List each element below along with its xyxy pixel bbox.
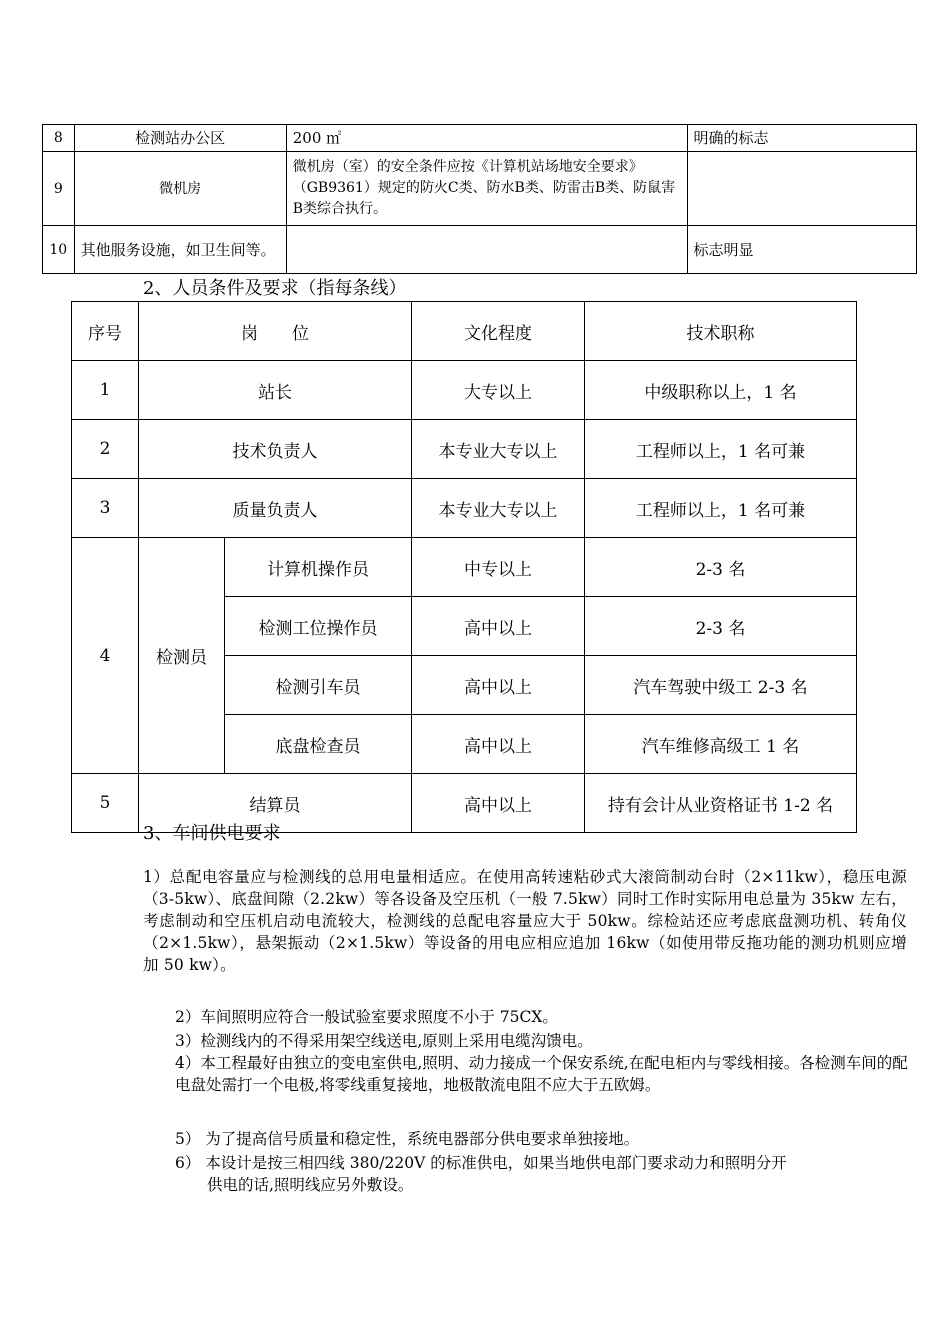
table-row [72, 420, 857, 479]
power-item-6-line-2: 供电的话,照明线应另外敷设。 [207, 1176, 414, 1194]
table-row [43, 226, 917, 274]
facility-requirement: 200 ㎡ [286, 125, 687, 152]
education-level: 高中以上 [412, 597, 585, 656]
education-level: 本专业大专以上 [412, 420, 585, 479]
facility-name: 其他服务设施，如卫生间等。 [74, 226, 286, 274]
power-item-2: 2）车间照明应符合一般试验室要求照度不小于 75CX。 [175, 1008, 558, 1026]
post-name: 结算员 [139, 774, 412, 833]
post-name: 检测引车员 [225, 656, 412, 715]
technical-title: 中级职称以上，1 名 [585, 361, 857, 420]
post-name: 质量负责人 [139, 479, 412, 538]
header-education: 文化程度 [412, 302, 585, 361]
section-heading-power: 3、车间供电要求 [143, 823, 281, 844]
facility-name: 检测站办公区 [74, 125, 286, 152]
table-header-row [72, 302, 857, 361]
power-item-5: 5） 为了提高信号质量和稳定性，系统电器部分供电要求单独接地。 [175, 1130, 640, 1148]
facility-mark: 明确的标志 [687, 125, 916, 152]
education-level: 高中以上 [412, 715, 585, 774]
post-name: 计算机操作员 [225, 538, 412, 597]
technical-title: 持有会计从业资格证书 1-2 名 [585, 774, 857, 833]
personnel-table [71, 301, 857, 833]
row-number: 1 [72, 361, 139, 420]
table-row [72, 361, 857, 420]
row-number: 3 [72, 479, 139, 538]
group-name: 检测员 [139, 538, 225, 774]
row-number: 10 [43, 226, 75, 274]
facility-requirement [286, 226, 687, 274]
row-number: 9 [43, 152, 75, 226]
header-post: 岗 位 [139, 302, 412, 361]
technical-title: 工程师以上，1 名可兼 [585, 479, 857, 538]
facility-mark: 标志明显 [687, 226, 916, 274]
education-level: 本专业大专以上 [412, 479, 585, 538]
post-name: 技术负责人 [139, 420, 412, 479]
section-heading-personnel: 2、人员条件及要求（指每条线） [143, 278, 407, 299]
table-row [43, 152, 917, 226]
education-level: 高中以上 [412, 774, 585, 833]
row-number: 2 [72, 420, 139, 479]
header-no: 序号 [72, 302, 139, 361]
power-item-6-line-1: 6） 本设计是按三相四线 380/220V 的标准供电，如果当地供电部门要求动力和照明分开 [175, 1154, 787, 1172]
technical-title: 汽车维修高级工 1 名 [585, 715, 857, 774]
power-item-3: 3）检测线内的不得采用架空线送电,原则上采用电缆沟馈电。 [175, 1032, 593, 1050]
power-item-6 [175, 1152, 910, 1196]
education-level: 中专以上 [412, 538, 585, 597]
table-row [72, 479, 857, 538]
power-item-4: 4）本工程最好由独立的变电室供电,照明、动力接成一个保安系统,在配电柜内与零线相接。各检测车间的配电盘处需打一个电极,将零线重复接地，地极散流电阻不应大于五欧姆。 [175, 1054, 908, 1094]
education-level: 大专以上 [412, 361, 585, 420]
technical-title: 2-3 名 [585, 597, 857, 656]
power-paragraph-1: 1）总配电容量应与检测线的总用电量相适应。在使用高转速粘砂式大滚筒制动台时（2×11kw），稳压电源（3-5kw）、底盘间隙（2.2kw）等各设备及空压机（一般 7.5kw）同时工作时实际用电总量为 35kw 左右， 考虑制动和空压机启动电流较大，检测线的总配电容量应大于 50kw。综检站还应考虑底盘测功机、转角仪（2×1.5kw），悬架振动（2×1.5kw）等设备的用电应相应追加 16kw（如使用带反拖功能的测功机则应增加 50 kw）。 [143, 868, 907, 974]
facility-mark [687, 152, 916, 226]
facility-table [42, 124, 917, 274]
header-title: 技术职称 [585, 302, 857, 361]
table-row [43, 125, 917, 152]
table-row [72, 538, 857, 597]
row-number: 4 [72, 538, 139, 774]
row-number: 5 [72, 774, 139, 833]
post-name: 底盘检查员 [225, 715, 412, 774]
technical-title: 工程师以上，1 名可兼 [585, 420, 857, 479]
post-name: 检测工位操作员 [225, 597, 412, 656]
post-name: 站长 [139, 361, 412, 420]
row-number: 8 [43, 125, 75, 152]
education-level: 高中以上 [412, 656, 585, 715]
technical-title: 汽车驾驶中级工 2-3 名 [585, 656, 857, 715]
facility-name: 微机房 [74, 152, 286, 226]
facility-requirement: 微机房（室）的安全条件应按《计算机站场地安全要求》（GB9361）规定的防火C类、防水B类、防雷击B类、防鼠害B类综合执行。 [286, 152, 687, 226]
technical-title: 2-3 名 [585, 538, 857, 597]
